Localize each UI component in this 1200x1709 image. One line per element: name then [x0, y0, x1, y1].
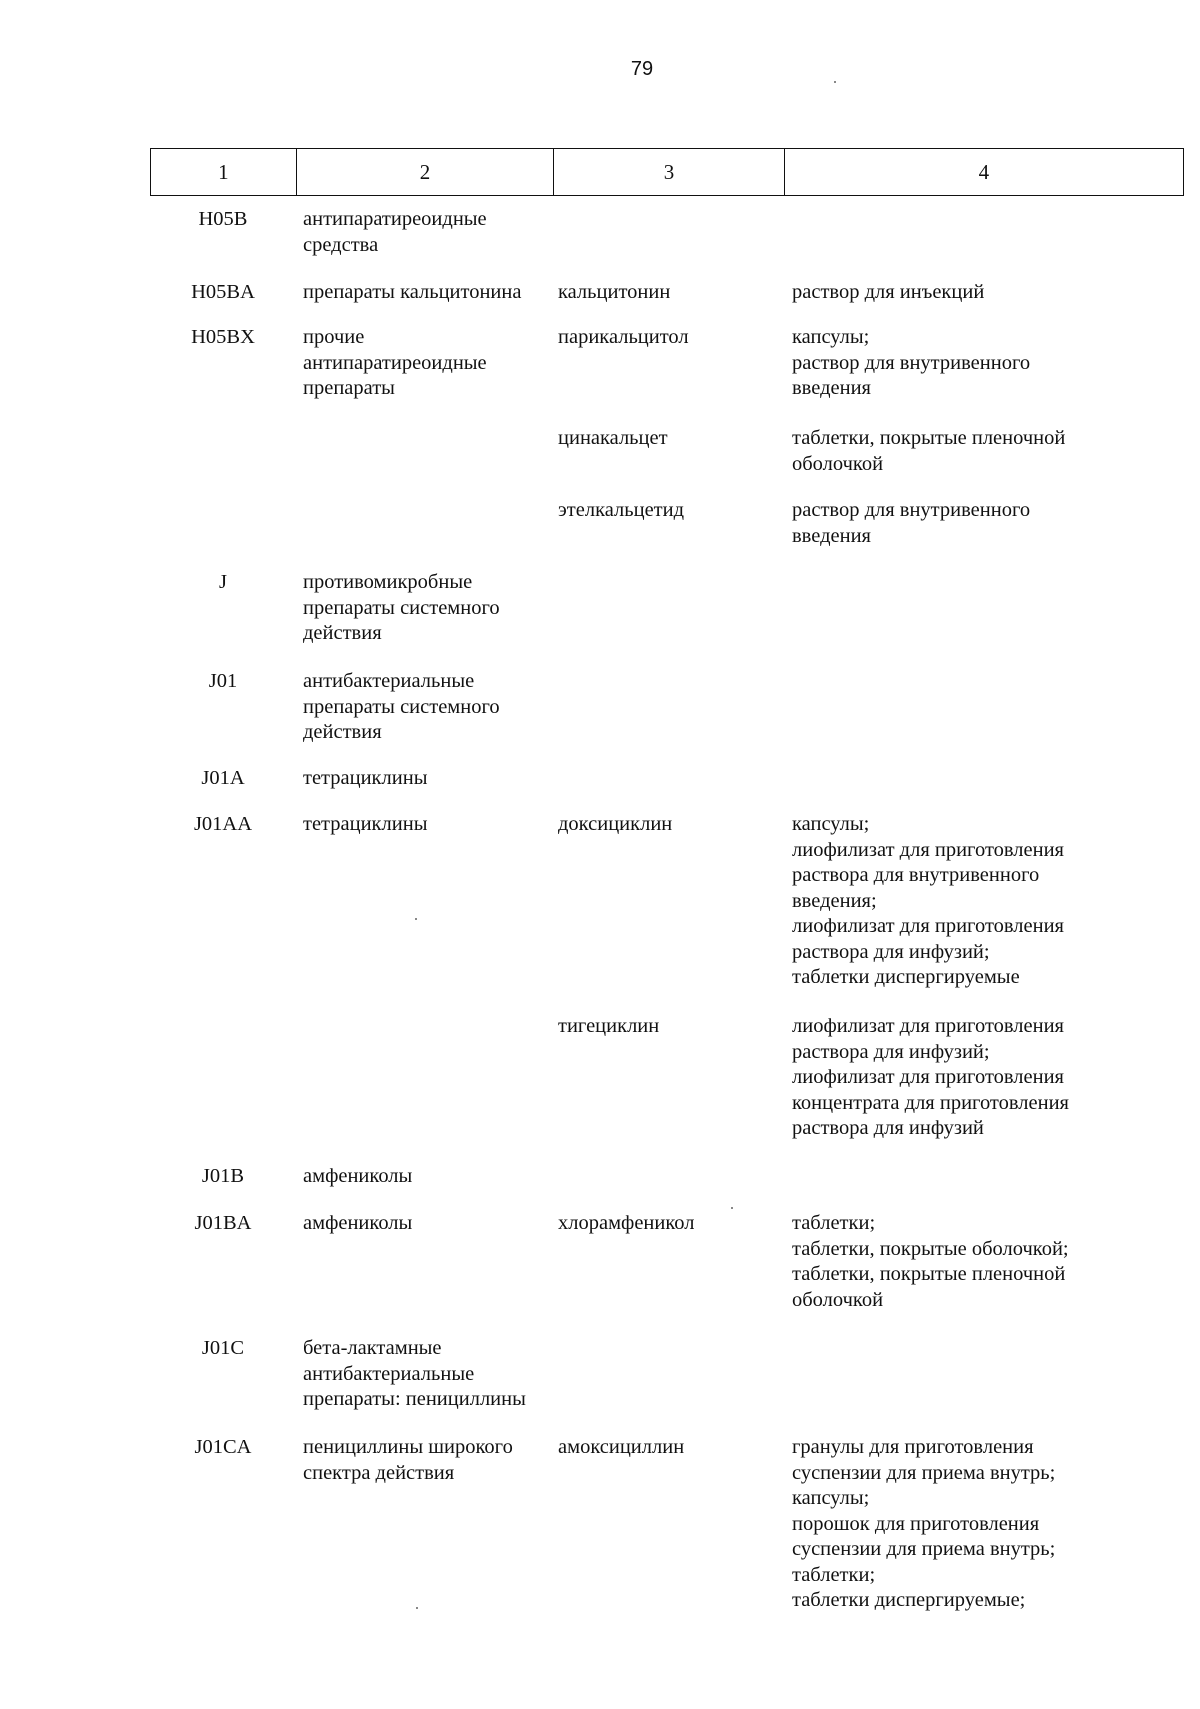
dosage-form: капсулы; лиофилизат для приготовления раствора для внутривенного введения; лиофилизат для приготовления раствора для инфузий; таблетки диспергируемые: [792, 813, 1064, 988]
atc-code: J01AA: [193, 813, 253, 835]
scan-speck: [416, 1607, 418, 1609]
header-col-3: 3: [554, 149, 785, 195]
atc-code: J01: [208, 670, 238, 692]
substance: парикальцитол: [558, 326, 689, 348]
atc-group: амфениколы: [303, 1165, 413, 1187]
header-col-2: 2: [297, 149, 555, 195]
scan-speck: [731, 1207, 733, 1209]
atc-code: J: [219, 571, 227, 593]
atc-group: антипаратиреоидные средства: [303, 208, 487, 256]
substance: амоксициллин: [558, 1436, 685, 1458]
atc-code: H05BA: [191, 281, 255, 303]
atc-group: амфениколы: [303, 1212, 413, 1234]
dosage-form: гранулы для приготовления суспензии для приема внутрь; капсулы; порошок для приготовления суспензии для приема внутрь; таблетки; таблетки диспергируемые;: [792, 1436, 1056, 1611]
atc-code: H05BX: [191, 326, 255, 348]
dosage-form: таблетки, покрытые пленочной оболочкой: [792, 427, 1066, 475]
atc-code: J01BA: [194, 1212, 252, 1234]
page-number: 79: [630, 58, 654, 80]
dosage-form: капсулы; раствор для внутривенного введения: [792, 326, 1031, 399]
substance: кальцитонин: [558, 281, 671, 303]
atc-code: J01CA: [194, 1436, 252, 1458]
header-col-4: 4: [978, 159, 990, 184]
dosage-form: лиофилизат для приготовления раствора для инфузий; лиофилизат для приготовления концентрата для приготовления раствора для инфузий: [792, 1015, 1069, 1139]
dosage-form: таблетки; таблетки, покрытые оболочкой; таблетки, покрытые пленочной оболочкой: [792, 1212, 1069, 1311]
atc-group: прочие антипаратиреоидные препараты: [303, 326, 487, 399]
atc-group: противомикробные препараты системного действия: [303, 571, 500, 644]
dosage-form: раствор для инъекций: [792, 281, 985, 303]
atc-code: H05B: [198, 208, 248, 230]
atc-group: тетрациклины: [303, 813, 428, 835]
substance: цинакальцет: [558, 427, 668, 449]
scan-speck: [415, 918, 417, 920]
substance: хлорамфеникол: [558, 1212, 695, 1234]
atc-group: пенициллины широкого спектра действия: [303, 1436, 513, 1484]
dosage-form: раствор для внутривенного введения: [792, 499, 1031, 547]
atc-group: бета-лактамные антибактериальные препараты: пенициллины: [303, 1337, 526, 1410]
scan-speck: [834, 81, 836, 83]
atc-group: антибактериальные препараты системного действия: [303, 670, 500, 743]
substance: доксициклин: [558, 813, 673, 835]
atc-group: тетрациклины: [303, 767, 428, 789]
atc-group: препараты кальцитонина: [303, 281, 522, 303]
substance: этелкальцетид: [558, 499, 685, 521]
substance: тигециклин: [558, 1015, 660, 1037]
atc-code: J01A: [201, 767, 245, 789]
atc-code: J01C: [201, 1337, 245, 1359]
header-col-1: 1: [151, 149, 297, 195]
atc-code: J01B: [201, 1165, 245, 1187]
